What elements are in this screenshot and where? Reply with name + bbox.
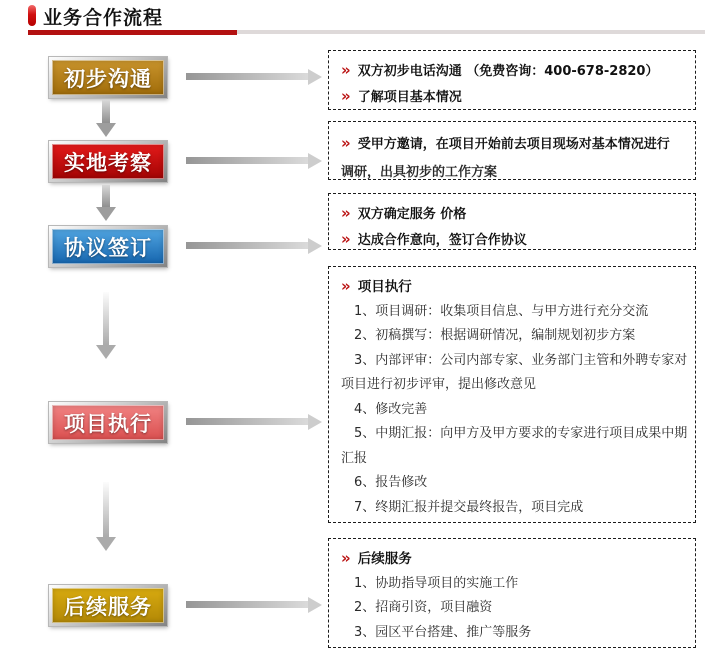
step-label: 实地考察 (64, 150, 152, 175)
down-arrow-icon (96, 482, 116, 551)
step-face (52, 229, 164, 264)
step-box-agreement-signing (49, 226, 167, 267)
detail-text: 3、园区平台搭建、推广等服务 (354, 624, 532, 640)
detail-line (341, 447, 687, 472)
detail-line (341, 227, 687, 253)
right-arrow-icon (186, 69, 322, 85)
right-arrow-icon (186, 414, 322, 430)
detail-line (341, 373, 687, 398)
detail-box-initial-communication (328, 50, 696, 110)
detail-text: 双方确定服务 价格 (357, 207, 467, 222)
detail-line (341, 621, 687, 646)
detail-text: 3、内部评审：公司内部专家、业务部门主管和外聘专家对 (354, 352, 688, 368)
step-label: 协议签订 (64, 235, 152, 260)
detail-text: 4、修改完善 (354, 401, 428, 417)
detail-text: 7、终期汇报并提交最终报告，项目完成 (354, 499, 584, 515)
detail-box-project-execution (328, 266, 696, 523)
chevron-icon: » (341, 87, 351, 105)
detail-text: 达成合作意向，签订合作协议 (357, 233, 527, 248)
detail-text: 调研，出具初步的工作方案 (341, 165, 498, 180)
chevron-icon: » (341, 230, 351, 248)
detail-text: 项目执行 (357, 279, 412, 295)
title-underline-red (28, 30, 237, 35)
chevron-icon: » (341, 277, 351, 295)
right-arrow-icon (186, 238, 322, 254)
detail-line (341, 274, 687, 300)
detail-line (341, 398, 687, 423)
detail-line (341, 422, 687, 447)
detail-line (341, 546, 687, 572)
step-label: 后续服务 (64, 594, 152, 619)
title-bullet-icon (28, 5, 36, 26)
detail-box-follow-up-service (328, 538, 696, 648)
detail-line (341, 129, 687, 159)
chevron-icon: » (341, 549, 351, 567)
detail-line (341, 596, 687, 621)
title-underline-gray (237, 30, 705, 34)
detail-box-agreement-signing (328, 193, 696, 250)
step-box-project-execution (49, 402, 167, 443)
step-face (52, 588, 164, 623)
step-box-site-visit (49, 141, 167, 182)
detail-text: 受甲方邀请，在项目开始前去项目现场对基本情况进行 (357, 137, 670, 152)
detail-text: 2、招商引资，项目融资 (354, 600, 493, 615)
chevron-icon: » (341, 204, 351, 222)
page-title: 业务合作流程 (43, 7, 164, 29)
down-arrow-icon (96, 292, 116, 359)
detail-line (341, 471, 687, 496)
step-label: 项目执行 (64, 411, 152, 436)
chevron-icon: » (341, 134, 351, 152)
detail-text: 6、报告修改 (354, 475, 428, 490)
right-arrow-icon (186, 153, 322, 169)
detail-text: 汇报 (341, 450, 368, 466)
detail-text: 后续服务 (357, 551, 412, 567)
detail-line (341, 201, 687, 227)
detail-text: 2、初稿撰写：根据调研情况，编制规划初步方案 (354, 328, 636, 343)
detail-line (341, 496, 687, 521)
detail-line (341, 349, 687, 374)
step-face (52, 405, 164, 440)
step-face (52, 144, 164, 179)
right-arrow-icon (186, 597, 322, 613)
step-label: 初步沟通 (64, 66, 152, 91)
step-face (52, 60, 164, 95)
detail-text: 1、项目调研：收集项目信息、与甲方进行充分交流 (354, 303, 649, 319)
detail-line (341, 300, 687, 325)
detail-line (341, 159, 687, 187)
down-arrow-icon (96, 100, 116, 137)
detail-line (341, 572, 687, 597)
chevron-icon: » (341, 61, 351, 79)
step-box-initial-communication (49, 57, 167, 98)
detail-text: 1、协助指导项目的实施工作 (354, 575, 519, 591)
detail-text: 5、中期汇报：向甲方及甲方要求的专家进行项目成果中期 (354, 426, 688, 441)
step-box-follow-up-service (49, 585, 167, 626)
detail-box-site-visit (328, 121, 696, 180)
detail-line (341, 84, 687, 110)
detail-text: 项目进行初步评审，提出修改意见 (341, 377, 537, 392)
detail-line (341, 324, 687, 349)
detail-text: 双方初步电话沟通 （免费咨询：400-678-2820） (357, 64, 659, 79)
detail-text: 了解项目基本情况 (357, 90, 462, 105)
detail-line (341, 58, 687, 84)
down-arrow-icon (96, 185, 116, 221)
